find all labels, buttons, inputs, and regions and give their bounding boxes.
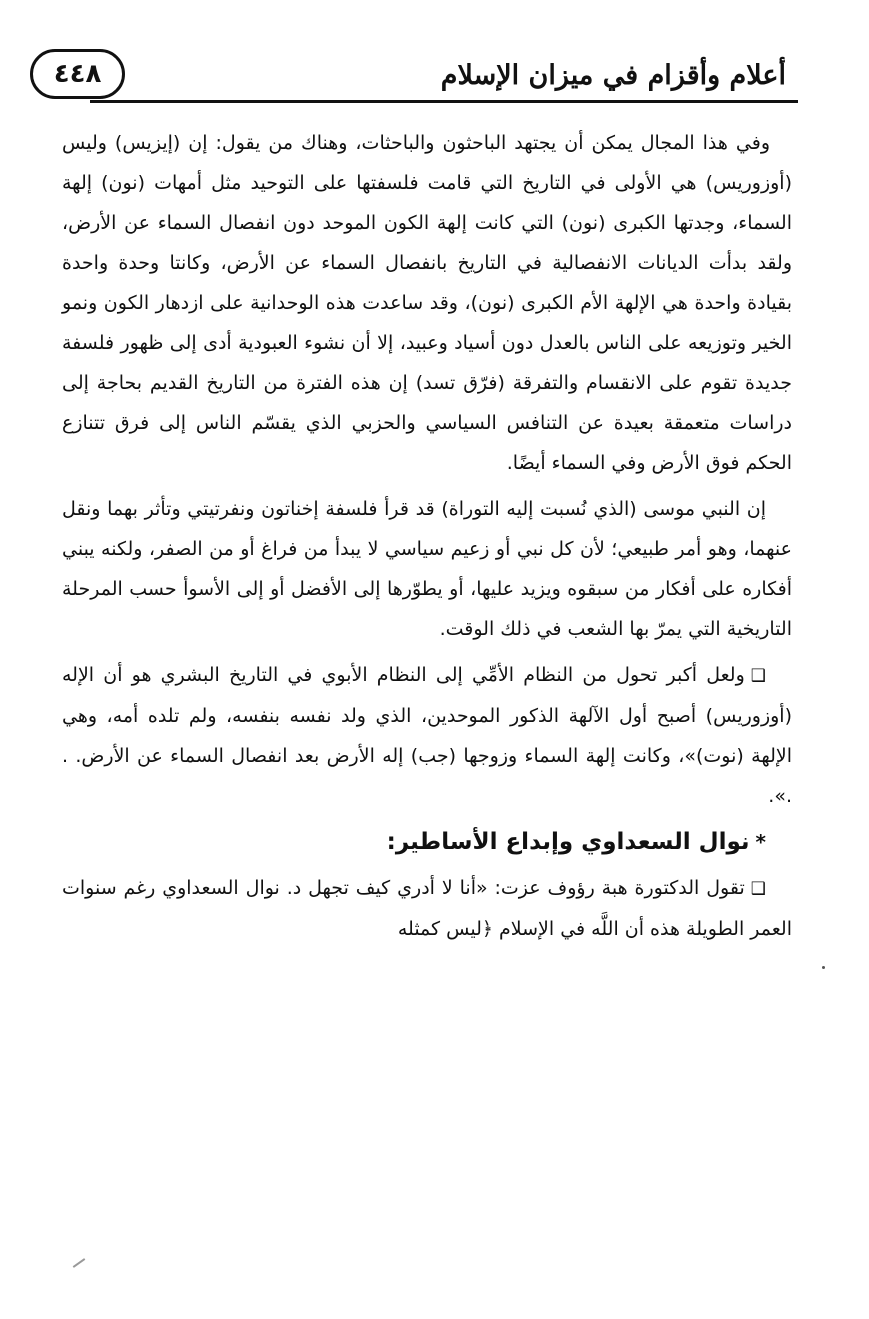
paragraph-3-text: ولعل أكبر تحول من النظام الأمِّي إلى النظام الأبوي في التاريخ البشري هو أن الإله (أوزوريس) أصبح أول الآلهة الذكور الموحدين، الذي ولد نفسه بنفسه، ولم تلده أمه، وهي الإلهة (نوت)»، وكانت إلهة السماء وزوجها (جب) إله الأرض بعد انفصال السماء عن الأرض. . .». xyxy=(62,664,792,807)
header-rule xyxy=(90,100,798,103)
page-number: ٤٤٨ xyxy=(53,59,102,89)
book-title: أعلام وأقزام في ميزان الإسلام xyxy=(440,60,786,91)
paragraph-1: وفي هذا المجال يمكن أن يجتهد الباحثون والباحثات، وهناك من يقول: إن (إيزيس) وليس (أوزوريس) هي الأولى في التاريخ التي قامت فلسفتها على التوحيد مثل أمهات (نون) إلهة السماء، وجدتها الكبرى (نون) التي كانت إلهة الكون الموحد دون انفصال السماء عن الأرض، ولقد بدأت الديانات الانفصالية في التاريخ بانفصال السماء عن الأرض، وكانتا وحدة واحدة بقيادة واحدة هي الإلهة الأم الكبرى (نون)، وقد ساعدت هذه الوحدانية على ازدهار الكون ونمو الخير وتوزيعه على الناس بالعدل دون أسياد وعبيد، إلا أن نشوء العبودية أدى إلى ظهور فلسفة جديدة تقوم على الانقسام والتفرقة (فرّق تسد) إن هذه الفترة من التاريخ القديم بحاجة إلى دراسات متعمقة بعيدة عن التنافس السياسي والحزبي الذي يقسّم الناس إلى فرق تتنازع الحكم فوق الأرض وفي السماء أيضًا. xyxy=(62,132,792,474)
page-number-badge xyxy=(30,49,125,99)
asterisk-icon: * xyxy=(755,830,766,854)
paragraph-4 xyxy=(62,868,792,949)
paragraph-4-text: تقول الدكتورة هبة رؤوف عزت: «أنا لا أدري كيف تجهل د. نوال السعداوي رغم سنوات العمر الطويلة هذه أن اللَّه في الإسلام ﴿ليس كمثله xyxy=(62,877,792,940)
paragraph-2: إن النبي موسى (الذي نُسبت إليه التوراة) قد قرأ فلسفة إخناتون ونفرتيتي وتأثر بهما ونقل عنهما، وهو أمر طبيعي؛ لأن كل نبي أو زعيم سياسي لا يبدأ من فراغ أو من الصفر، ولكنه يبني أفكاره على أفكار من سبقوه ويزيد عليها، أو يطوّرها إلى الأفضل أو إلى الأسوأ حسب المرحلة التاريخية التي يمرّ بها الشعب في ذلك الوقت. xyxy=(62,498,792,640)
section-heading-text: نوال السعداوي وإبداع الأساطير: xyxy=(386,829,750,855)
paragraph-3 xyxy=(62,655,792,816)
scan-speck xyxy=(822,966,825,969)
ballot-box-icon: ❑ xyxy=(750,666,766,686)
section-heading xyxy=(62,822,792,862)
running-header xyxy=(30,46,798,104)
ballot-box-icon: ❑ xyxy=(750,879,766,899)
scan-mark xyxy=(73,1258,86,1268)
body-text xyxy=(62,123,792,955)
